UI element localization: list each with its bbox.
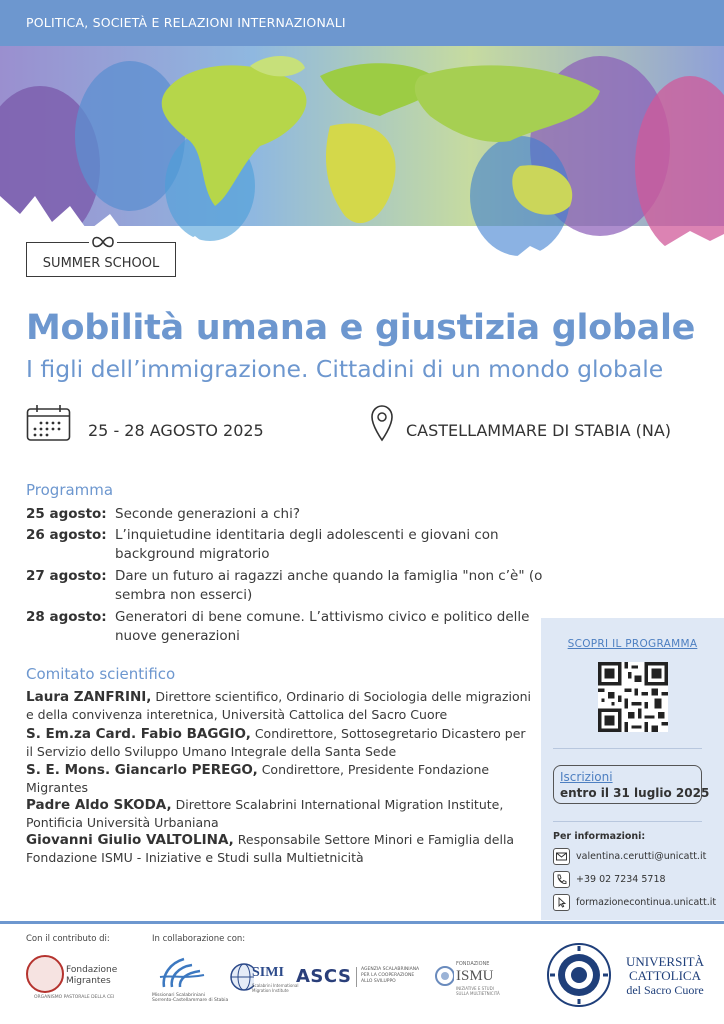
member-name: S. Em.za Card. Fabio BAGGIO, [26,726,251,742]
member-name: Giovanni Giulio VALTOLINA, [26,832,234,848]
contact-website-text[interactable]: formazionecontinua.unicatt.it [576,897,717,908]
scalabriniani-line2: Sorrento-Castellammare di Stabia [152,998,229,1003]
programma-day: 25 agosto: [26,506,107,522]
programma-text: Generatori di bene comune. L’attivismo civico e politico delle nuove generazioni [115,609,530,644]
qr-code-icon[interactable] [598,662,668,732]
simi-logo [228,957,299,999]
scalabriniani-emblem-icon [152,953,212,993]
ascs-name: ASCS [296,966,352,987]
programma-text: Dare un futuro ai ragazzi anche quando la famiglia "non c’è" (o sembra non esserci) [115,568,543,603]
simi-sub1: Scalabrini International [252,983,299,988]
cattolica-seal-icon [546,942,612,1008]
divider [553,748,702,749]
iscrizioni-deadline: entro il 31 luglio 2025 [560,786,710,800]
member-name: S. E. Mons. Giancarlo PEREGO, [26,762,258,778]
page-title: Mobilità umana e giustizia globale [26,308,696,348]
ismu-name: ISMU [456,968,494,984]
migrantes-name-line1: Fondazione [66,965,118,975]
comitato-member [26,725,536,760]
cattolica-line1: UNIVERSITÀ [626,954,704,969]
scopri-programma-link[interactable]: SCOPRI IL PROGRAMMA [567,638,698,650]
simi-globe-icon [228,957,254,997]
comitato-heading: Comitato scientifico [26,665,176,683]
ascs-sub3: ALLO SVILUPPO [361,979,396,984]
member-role: Condirettore, Presidente Fondazione Migrantes [26,762,490,795]
category-label: POLITICA, SOCIETÀ E RELAZIONI INTERNAZIONALI [26,15,346,30]
fondazione-ismu-logo [434,958,514,998]
footer-divider [0,921,724,924]
info-heading: Per informazioni: [553,831,646,842]
event-place: CASTELLAMMARE DI STABIA (NA) [406,421,672,440]
programma-text: Seconde generazioni a chi? [115,506,300,522]
iscrizioni-link[interactable]: Iscrizioni [560,770,613,784]
programma-text: L’inquietudine identitaria degli adolescenti e giovani con background migratorio [115,527,499,562]
cursor-icon [553,894,570,911]
calendar-icon [26,404,72,446]
collaborazione-label: In collaborazione con: [152,934,246,944]
ascs-sub2: PER LA COOPERAZIONE [361,973,415,978]
ascs-sub1: AGENZIA SCALABRINIANA [361,967,420,972]
comitato-member [26,796,536,831]
simi-sub2: Migration Institute [252,988,289,993]
universita-cattolica-logo [546,942,716,1008]
programma-day: 26 agosto: [26,527,107,543]
comitato-member [26,831,536,866]
simi-name: SIMI [252,965,284,980]
migrantes-name-line2: Migrantes [66,976,111,986]
event-dates: 25 - 28 AGOSTO 2025 [88,421,264,440]
map-pin-icon [370,404,394,446]
programma-day: 28 agosto: [26,609,107,625]
cattolica-line3: del Sacro Cuore [626,983,704,997]
contact-email[interactable] [553,848,713,865]
ismu-pre: FONDAZIONE [456,961,490,967]
member-name: Laura ZANFRINI, [26,689,152,705]
ismu-sub2: SULLA MULTIETNICITÀ [456,991,500,996]
ascs-logo [296,962,426,992]
programma-day: 27 agosto: [26,568,107,584]
migrantes-sub: ORGANISMO PASTORALE DELLA CEI [34,995,115,1000]
comitato-member [26,688,536,723]
phone-icon [553,871,570,888]
contact-phone-text[interactable]: +39 02 7234 5718 [576,874,666,885]
comitato-member [26,761,536,796]
contact-website[interactable] [553,894,717,911]
divider [553,821,702,822]
contact-phone[interactable] [553,871,713,888]
fondazione-migrantes-logo [26,955,116,1000]
summer-school-badge [26,242,176,277]
member-role: Direttore Scalabrini International Migration Institute, Pontificia Università Urbaniana [26,797,504,830]
divider [356,967,357,987]
member-role: Condirettore, Sottosegretario Dicastero per il Servizio dello Sviluppo Umano Integrale della Santa Sede [26,726,526,759]
contact-email-text[interactable]: valentina.cerutti@unicatt.it [576,851,707,862]
mail-icon [553,848,570,865]
iscrizioni-box[interactable] [553,765,710,804]
missionari-scalabriniani-logo [152,953,229,1003]
migrantes-emblem-icon [26,955,64,993]
infinity-logo-icon [89,233,117,251]
page-subtitle: I figli dell’immigrazione. Cittadini di un mondo globale [26,355,664,383]
programma-heading: Programma [26,481,114,499]
badge-label: SUMMER SCHOOL [42,256,160,271]
scalabriniani-line1: Missionari Scalabriniani [152,993,205,998]
ismu-emblem-icon [434,960,454,996]
member-role: Direttore scientifico, Ordinario di Sociologia delle migrazioni e della convivenza interetnica, Università Cattolica del Sacro Cuore [26,689,532,722]
member-name: Padre Aldo SKODA, [26,797,172,813]
ismu-sub1: INIZIATIVE E STUDI [456,986,494,991]
member-role: Responsabile Settore Minori e Famiglia della Fondazione ISMU - Iniziative e Studi sulla Multietnicità [26,832,515,865]
cattolica-line2: CATTOLICA [629,968,701,983]
category-bar [0,0,724,46]
info-panel [541,618,724,920]
contributo-label: Con il contributo di: [26,934,110,944]
